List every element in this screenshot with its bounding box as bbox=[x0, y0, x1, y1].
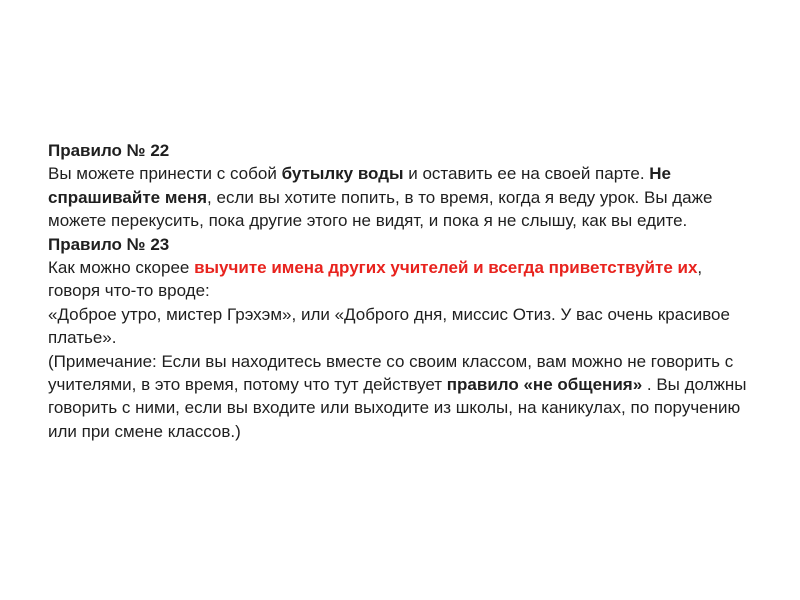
rule-23-note-text-1: (Примечание: Если вы находитесь вместе со своим классом, вам можно не говорить с учителями, в это время, потому что тут действует bbox=[48, 351, 734, 395]
rule-22-bold-dont-ask: Не спрашивайте меня bbox=[48, 164, 672, 207]
rule-23-body bbox=[48, 256, 748, 303]
rule-23-note-text-2: . Вы должны говорить с ними, если вы входите или выходите из школы, на каникулах, по поручению или при смене классов.) bbox=[48, 375, 747, 441]
rule-23-heading: Правило № 23 bbox=[48, 234, 170, 254]
rule-22-bold-water-bottle: бутылку воды bbox=[281, 164, 404, 184]
rule-22-text-3: , если вы хотите попить, в то время, когда я веду урок. Вы даже можете перекусить, пока другие этого не видят, и пока я не слышу, как вы едите. bbox=[48, 187, 713, 231]
rule-23-quote: «Доброе утро, мистер Грэхэм», или «Доброго дня, миссис Отиз. У вас очень красивое платье». bbox=[48, 304, 730, 348]
slide-text-block bbox=[48, 139, 748, 443]
rule-23-text-1: Как можно скорее bbox=[48, 258, 195, 278]
rule-23-text-2: , говоря что-то вроде: bbox=[48, 258, 703, 301]
rule-22-heading: Правило № 22 bbox=[48, 141, 170, 160]
rule-23-note bbox=[48, 350, 748, 444]
rule-23-note-bold-rule: правило «не общения» bbox=[446, 375, 643, 395]
rule-22-text-2: и оставить ее на своей парте. bbox=[403, 164, 650, 184]
rule-23-red-emphasis: выучите имена других учителей и всегда приветствуйте их bbox=[194, 258, 698, 278]
rule-22-body bbox=[48, 162, 748, 232]
rule-22-text-1: Вы можете принести с собой bbox=[48, 164, 282, 184]
